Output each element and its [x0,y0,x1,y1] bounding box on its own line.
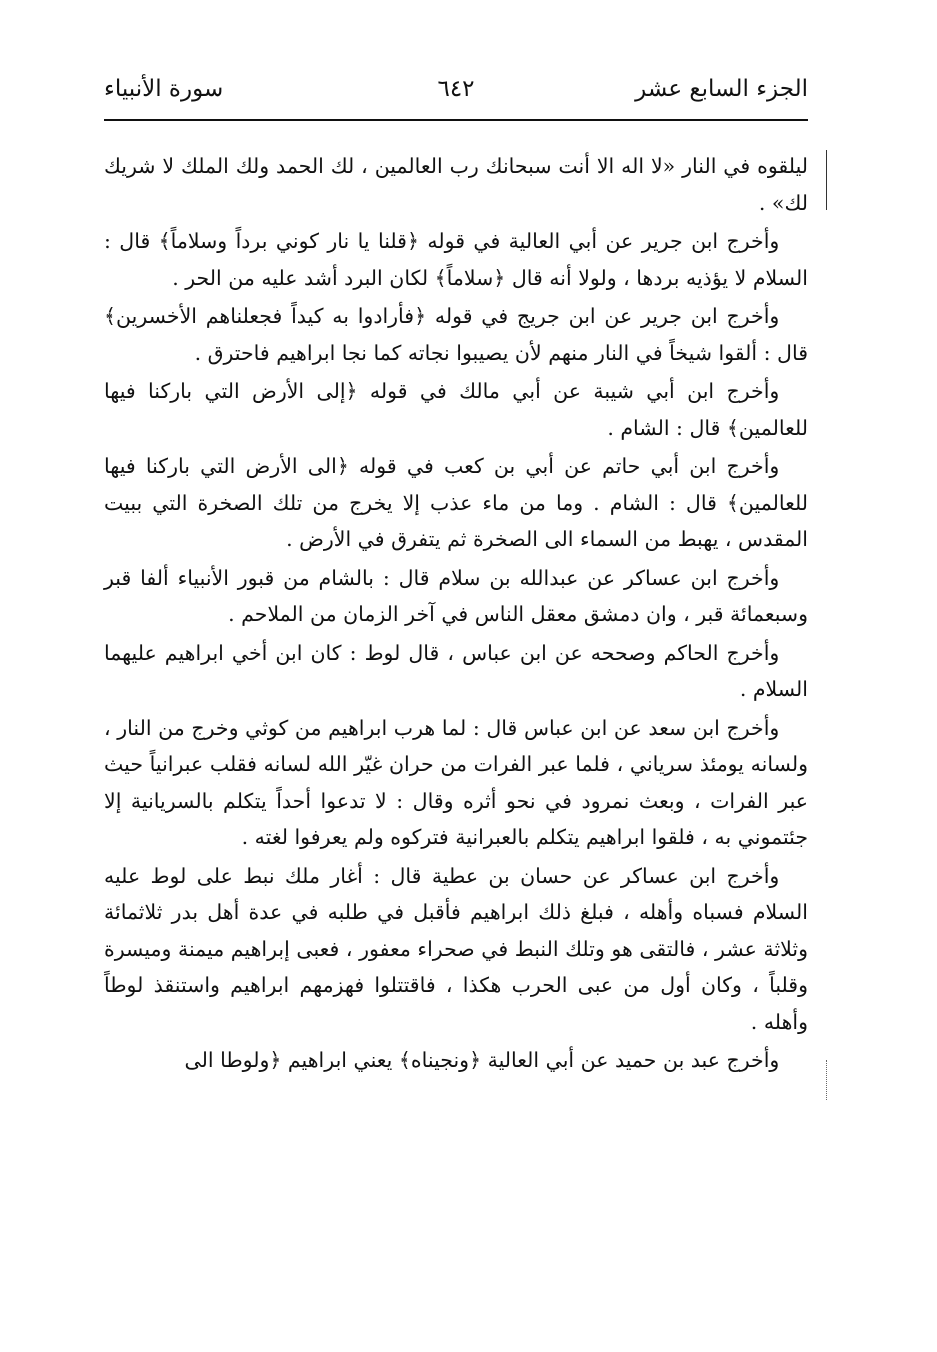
margin-mark [822,150,827,210]
paragraph: وأخرج ابن عساكر عن حسان بن عطية قال : أغار ملك نبط على لوط عليه السلام فسباه وأهله ، فبلغ ذلك ابراهيم فأقبل في طلبه في عدة أهل بدر ثلاثمائة وثلاثة عشر ، فالتقى هو وتلك النبط في صحراء معفور ، فعبى إبراهيم ميمنة وميسرة وقلباً ، وكان أول من عبى الحرب هكذا ، فاقتتلوا فهزمهم ابراهيم واستنقذ لوطاً وأهله . [104,863,808,1034]
paragraph: وأخرج الحاكم وصححه عن ابن عباس ، قال لوط : كان ابن أخي ابراهيم عليهما السلام . [104,640,808,701]
page-header [104,68,808,112]
surah-title: سورة الأنبياء [104,76,224,102]
paragraph: وأخرج ابن أبي شيبة عن أبي مالك في قوله ﴿إلى الأرض التي باركنا فيها للعالمين﴾ قال : الشام . [104,379,808,440]
volume-title: الجزء السابع عشر [635,76,808,102]
paragraph: وأخرج ابن جرير عن ابن جريج في قوله ﴿فأرادوا به كيداً فجعلناهم الأخسرين﴾ قال : ألقوا شيخاً في النار منهم لأن يصيبوا نجاته كما نجا ابراهيم فاحترق . [104,304,808,365]
page-number: ٦٤٢ [437,76,475,102]
paragraph: وأخرج ابن عساكر عن عبدالله بن سلام قال : بالشام من قبور الأنبياء ألفا قبر وسبعمائة قبر ، وان دمشق معقل الناس في آخر الزمان من الملاحم . [104,565,808,626]
page-body [104,148,808,1081]
paragraph: وأخرج ابن جرير عن أبي العالية في قوله ﴿قلنا يا نار كوني برداً وسلاماً﴾ قال : السلام لا يؤذيه بردها ، ولولا أنه قال ﴿سلاماً﴾ لكان البرد أشد عليه من الحر . [104,229,808,290]
header-rule [104,119,808,121]
paragraph: وأخرج ابن سعد عن ابن عباس قال : لما هرب ابراهيم من كوثي وخرج من النار ، ولسانه يومئذ سرياني ، فلما عبر الفرات من حران غيّر الله لسانه فقلب عبرانياً حيث عبر الفرات ، وبعث نمرود في نحو أثره وقال : لا تدعوا أحداً يتكلم بالسريانية إلا جئتموني به ، فلقوا ابراهيم يتكلم بالعبرانية فتركوه ولم يعرفوا لغته . [104,715,808,849]
paragraph: ليلقوه في النار «لا اله الا أنت سبحانك رب العالمين ، لك الحمد ولك الملك لا شريك لك» . [104,154,808,215]
paragraph: وأخرج ابن أبي حاتم عن أبي بن كعب في قوله ﴿الى الأرض التي باركنا فيها للعالمين﴾ قال : الشام . وما من ماء عذب إلا يخرج من تلك الصخرة التي ببيت المقدس ، يهبط من السماء الى الصخرة ثم يتفرق في الأرض . [104,454,808,551]
paragraph: وأخرج عبد بن حميد عن أبي العالية ﴿ونجيناه﴾ يعني ابراهيم ﴿ولوطا الى [184,1048,780,1072]
margin-mark [822,1060,827,1100]
